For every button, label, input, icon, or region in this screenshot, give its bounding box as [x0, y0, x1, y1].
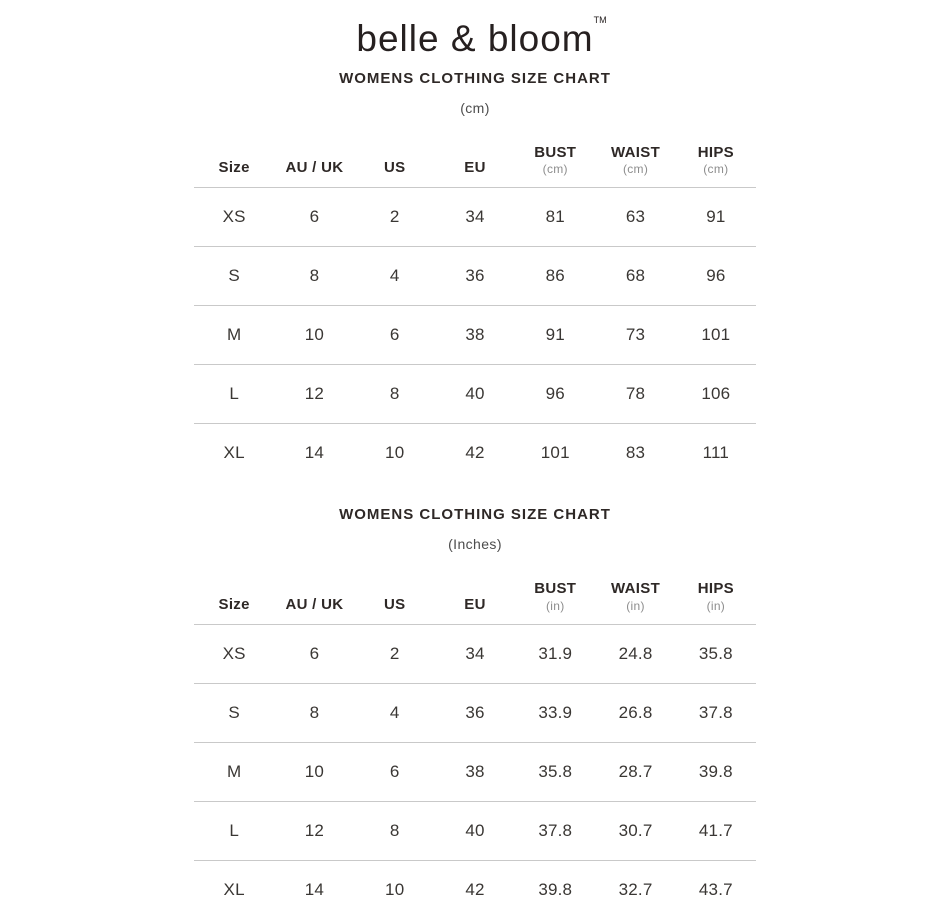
table-cell: 78 [595, 365, 675, 424]
column-header [595, 129, 675, 188]
table-cell: 37.8 [515, 801, 595, 860]
table-cell: 30.7 [595, 801, 675, 860]
table-cell: 8 [274, 683, 354, 742]
table-cell: 40 [435, 365, 515, 424]
column-header [435, 565, 515, 624]
column-header [595, 565, 675, 624]
column-label: BUST [534, 144, 577, 161]
column-label: EU [464, 595, 486, 613]
table-cell: 2 [355, 624, 435, 683]
table-row [194, 801, 756, 860]
table-cell: 35.8 [676, 624, 756, 683]
table-cell: 8 [355, 801, 435, 860]
brand-header [0, 0, 950, 57]
table-cell: 31.9 [515, 624, 595, 683]
section-title: WOMENS CLOTHING SIZE CHART [339, 506, 611, 524]
table-cell: 10 [274, 742, 354, 801]
table-cell: 39.8 [538, 879, 573, 899]
table-header-row [194, 129, 756, 188]
brand-logo [356, 15, 607, 59]
table-cell: XS [194, 188, 274, 247]
table-cell: 41.7 [676, 801, 756, 860]
column-label: AU / UK [285, 595, 344, 613]
table-cell: 6 [355, 306, 435, 365]
table-cell: L [194, 801, 274, 860]
table-cell: 12 [274, 801, 354, 860]
table-cell: L [194, 365, 274, 424]
column-label: WAIST [611, 144, 661, 161]
table-cell: 42 [465, 879, 485, 899]
table-cell: 8 [355, 365, 435, 424]
table-cell: XS [194, 624, 274, 683]
column-header [515, 129, 595, 188]
column-label: Size [218, 595, 250, 613]
table-cell: 10 [385, 879, 405, 899]
table-head [194, 565, 756, 624]
table-cell: 36 [435, 683, 515, 742]
trademark-symbol: TM [593, 15, 607, 25]
table-cell: 83 [625, 443, 646, 463]
table-cell: 6 [355, 742, 435, 801]
table-cell: 37.8 [676, 683, 756, 742]
table-cell: 96 [515, 365, 595, 424]
table-row [194, 365, 756, 424]
table-cell: 111 [702, 443, 730, 463]
column-unit: (cm) [542, 162, 568, 177]
column-label: WAIST [611, 580, 661, 598]
column-header [194, 565, 274, 624]
table-cell: 40 [435, 801, 515, 860]
table-cell: XL [223, 879, 245, 899]
column-label: HIPS [697, 580, 734, 598]
table-body [194, 624, 756, 919]
table-cell: 2 [355, 188, 435, 247]
unit-label: (Inches) [448, 536, 502, 553]
column-header [274, 565, 354, 624]
table-cell: 106 [676, 365, 756, 424]
column-unit: (in) [706, 598, 726, 613]
column-unit: (in) [626, 598, 645, 613]
table-cell: 33.9 [515, 683, 595, 742]
column-header [274, 129, 354, 188]
table-cell: 101 [676, 306, 756, 365]
column-unit: (cm) [703, 162, 729, 177]
table-header-row [194, 565, 756, 624]
table-cell: 68 [595, 247, 675, 306]
column-header [515, 565, 595, 624]
column-unit: (cm) [622, 162, 649, 177]
table-cell: 91 [515, 306, 595, 365]
column-label: Size [218, 159, 250, 177]
column-label: EU [464, 159, 486, 177]
table-row [194, 683, 756, 742]
table-cell: 14 [304, 879, 325, 899]
table-cell: XL [223, 443, 245, 463]
column-label: US [383, 159, 406, 177]
column-header [676, 565, 756, 624]
table-cell: 42 [465, 443, 485, 463]
column-header [676, 129, 756, 188]
table-cell: 38 [435, 742, 515, 801]
column-unit: (in) [545, 598, 565, 613]
table-cell: 35.8 [515, 742, 595, 801]
column-header [435, 129, 515, 188]
brand-logo-text: belle & bloom [356, 18, 594, 59]
size-chart-sections [0, 70, 950, 919]
table-cell: 34 [435, 188, 515, 247]
table-cell: S [194, 683, 274, 742]
table-cell: 10 [274, 306, 354, 365]
column-header [355, 565, 435, 624]
table-row [194, 424, 756, 483]
table-cell: 36 [435, 247, 515, 306]
table-cell: 73 [595, 306, 675, 365]
table-cell: 101 [540, 443, 570, 463]
table-body [194, 188, 756, 483]
table-cell: 10 [385, 443, 405, 463]
table-cell: M [194, 742, 274, 801]
column-header [194, 129, 274, 188]
column-label: US [383, 595, 406, 613]
column-label: AU / UK [285, 159, 344, 177]
table-cell: 86 [515, 247, 595, 306]
table-cell: 38 [435, 306, 515, 365]
column-label: HIPS [697, 144, 734, 161]
table-cell: 6 [274, 188, 354, 247]
size-table [194, 565, 756, 918]
table-cell: 4 [355, 683, 435, 742]
table-cell: 28.7 [595, 742, 675, 801]
table-cell: 91 [676, 188, 756, 247]
table-cell: 24.8 [595, 624, 675, 683]
table-row [194, 742, 756, 801]
table-cell: 43.7 [698, 879, 733, 899]
table-cell: 32.7 [618, 879, 653, 899]
table-cell: 39.8 [676, 742, 756, 801]
unit-label: (cm) [460, 100, 490, 116]
table-cell: 6 [274, 624, 354, 683]
table-row [194, 624, 756, 683]
table-cell: 34 [435, 624, 515, 683]
table-row [194, 860, 756, 919]
table-cell: 8 [274, 247, 354, 306]
size-chart-section [0, 70, 950, 482]
section-title: WOMENS CLOTHING SIZE CHART [339, 70, 611, 87]
table-cell: 14 [304, 443, 325, 463]
table-row [194, 306, 756, 365]
table-cell: 96 [676, 247, 756, 306]
table-cell: S [194, 247, 274, 306]
table-cell: 26.8 [595, 683, 675, 742]
table-cell: 4 [355, 247, 435, 306]
table-cell: 63 [595, 188, 675, 247]
table-cell: 81 [515, 188, 595, 247]
table-row [194, 247, 756, 306]
table-cell: M [194, 306, 274, 365]
column-label: BUST [534, 580, 577, 598]
column-header [355, 129, 435, 188]
table-row [194, 188, 756, 247]
size-chart-section [0, 506, 950, 918]
size-table [194, 129, 756, 482]
table-cell: 12 [274, 365, 354, 424]
table-head [194, 129, 756, 188]
